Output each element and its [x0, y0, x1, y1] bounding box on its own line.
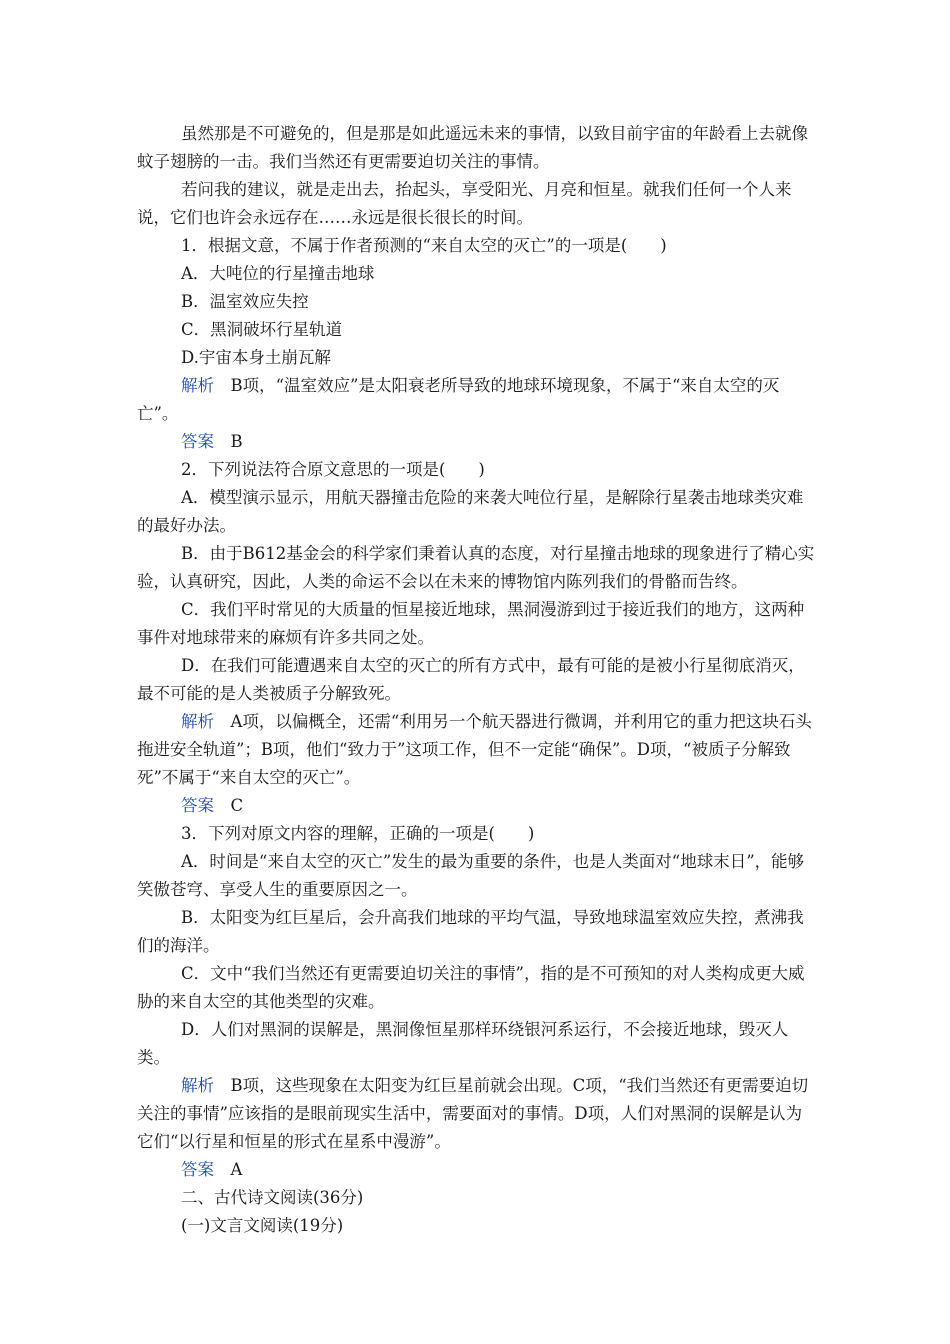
- question-3-option-c: C．文中“我们当然还有更需要迫切关注的事情”，指的是不可预知的对人类构成更大威胁的来自太空的其他类型的灾难。: [137, 964, 805, 1011]
- question-1-stem: 1．根据文意，不属于作者预测的“来自太空的灭亡”的一项是( ): [181, 236, 667, 255]
- question-1-option-c: C．黑洞破坏行星轨道: [181, 320, 343, 339]
- question-3-answer: [137, 1156, 817, 1184]
- question-1-answer: [137, 428, 817, 456]
- question-1-option-a: A．大吨位的行星撞击地球: [181, 264, 375, 283]
- question-3-analysis: [137, 1072, 817, 1156]
- answer-text: C: [214, 796, 244, 815]
- question-1-option-b: B．温室效应失控: [181, 292, 309, 311]
- question-2-option-b: B．由于B612基金会的科学家们秉着认真的态度，对行星撞击地球的现象进行了精心实验，认真研究，因此，人类的命运不会以在未来的博物馆内陈列我们的骨骼而告终。: [137, 544, 815, 591]
- analysis-label: 解析: [181, 712, 214, 731]
- analysis-text: B项，这些现象在太阳变为红巨星前就会出现。C项，“我们当然还有更需要迫切关注的事情”应该指的是眼前现实生活中，需要面对的事情。D项，人们对黑洞的误解是认为它们“以行星和恒星的形式在星系中漫游”。: [137, 1076, 809, 1151]
- question-3-option-a: A．时间是“来自太空的灭亡”发生的最为重要的条件，也是人类面对“地球末日”，能够笑傲苍穹、享受人生的重要原因之一。: [137, 852, 805, 899]
- answer-label: 答案: [181, 1160, 214, 1179]
- answer-text: A: [214, 1160, 243, 1179]
- question-1-analysis: [137, 372, 817, 428]
- question-2-answer: [137, 792, 817, 820]
- question-2-option-d: D．在我们可能遭遇来自太空的灭亡的所有方式中，最有可能的是被小行星彻底消灭，最不可能的是人类被质子分解致死。: [137, 656, 805, 703]
- section-title: 二、古代诗文阅读(36分): [181, 1188, 364, 1207]
- analysis-text: B项，“温室效应”是太阳衰老所导致的地球环境现象，不属于“来自太空的灭亡”。: [137, 376, 780, 423]
- passage-paragraph: 虽然那是不可避免的，但是那是如此遥远未来的事情，以致目前宇宙的年龄看上去就像蚊子翅膀的一击。我们当然还有更需要迫切关注的事情。: [137, 124, 808, 171]
- answer-text: B: [214, 432, 243, 451]
- question-2-option-a: A．模型演示显示，用航天器撞击危险的来袭大吨位行星，是解除行星袭击地球类灾难的最好办法。: [137, 488, 804, 535]
- question-2-stem: 2．下列说法符合原文意思的一项是( ): [181, 460, 485, 479]
- answer-label: 答案: [181, 796, 214, 815]
- question-1-option-d: D.宇宙本身土崩瓦解: [181, 348, 331, 367]
- answer-label: 答案: [181, 432, 214, 451]
- question-3-stem: 3．下列对原文内容的理解，正确的一项是( ): [181, 824, 535, 843]
- section-subtitle: (一)文言文阅读(19分): [181, 1216, 344, 1235]
- page-content: [137, 120, 817, 1240]
- question-2-analysis: [137, 708, 817, 792]
- question-3-option-d: D．人们对黑洞的误解是，黑洞像恒星那样环绕银河系运行，不会接近地球，毁灭人类。: [137, 1020, 789, 1067]
- analysis-label: 解析: [181, 376, 214, 395]
- question-3-option-b: B．太阳变为红巨星后，会升高我们地球的平均气温，导致地球温室效应失控，煮沸我们的海洋。: [137, 908, 804, 955]
- passage-paragraph: 若问我的建议，就是走出去，抬起头，享受阳光、月亮和恒星。就我们任何一个人来说，它们也许会永远存在……永远是很长很长的时间。: [137, 180, 792, 227]
- analysis-label: 解析: [181, 1076, 214, 1095]
- question-2-option-c: C．我们平时常见的大质量的恒星接近地球，黑洞漫游到过于接近我们的地方，这两种事件对地球带来的麻烦有许多共同之处。: [137, 600, 805, 647]
- analysis-text: A项，以偏概全，还需“利用另一个航天器进行微调，并利用它的重力把这块石头拖进安全轨道”；B项，他们“致力于”这项工作，但不一定能“确保”。D项，“被质子分解致死”不属于“来自太空的灭亡”。: [137, 712, 812, 787]
